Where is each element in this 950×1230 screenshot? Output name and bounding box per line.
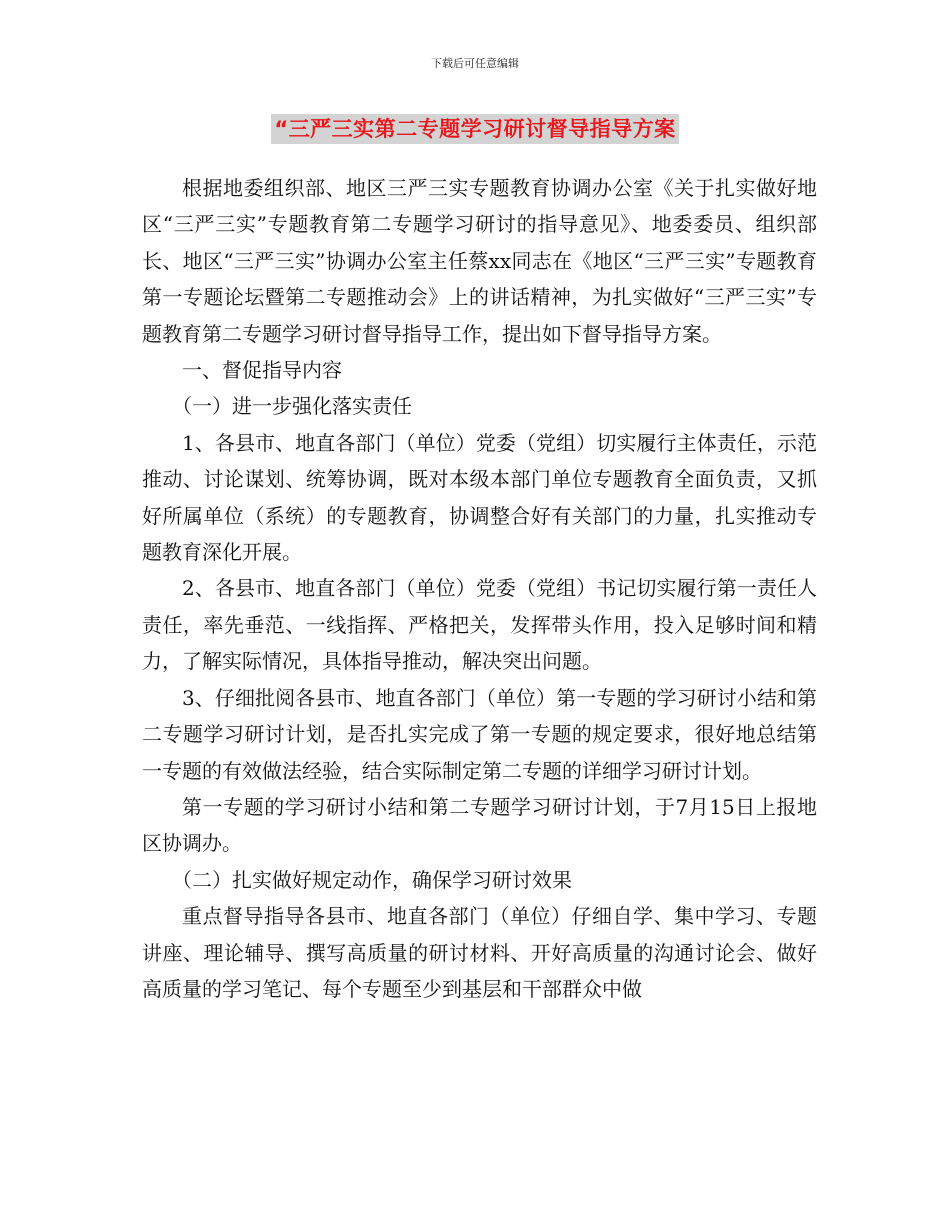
title-container (0, 114, 950, 144)
document-title: “三严三实第二专题学习研讨督导指导方案 (271, 114, 678, 144)
paragraph-item-1: 1、各县市、地直各部门（单位）党委（党组）切实履行主体责任，示范推动、讨论谋划、统筹协调，既对本级本部门单位专题教育全面负责，又抓好所属单位（系统）的专题教育，协调整合好有关部门的力量，扎实推动专题教育深化开展。 (142, 430, 817, 565)
paragraph-deadline: 第一专题的学习研讨小结和第二专题学习研讨计划，于7月15日上报地区协调办。 (142, 794, 817, 856)
section-heading-1: 一、督促指导内容 (182, 358, 342, 383)
paragraph-item-2: 2、各县市、地直各部门（单位）党委（党组）书记切实履行第一责任人责任，率先垂范、一线指挥、严格把关，发挥带头作用，投入足够时间和精力，了解实际情况，具体指导推动，解决突出问题。 (142, 576, 817, 674)
paragraph-key-supervision: 重点督导指导各县市、地直各部门（单位）仔细自学、集中学习、专题讲座、理论辅导、撰写高质量的研讨材料、开好高质量的沟通讨论会、做好高质量的学习笔记、每个专题至少到基层和干部群众中做 (142, 904, 817, 1001)
header-note: 下载后可任意编辑 (431, 57, 519, 70)
paragraph-item-3: 3、仔细批阅各县市、地直各部门（单位）第一专题的学习研讨小结和第二专题学习研讨计划，是否扎实完成了第一专题的规定要求，很好地总结第一专题的有效做法经验，结合实际制定第二专题的详细学习研讨计划。 (142, 685, 817, 783)
document-body (142, 170, 817, 1007)
subsection-heading-2: （二）扎实做好规定动作，确保学习研讨效果 (172, 867, 572, 892)
subsection-heading-1: （一）进一步强化落实责任 (172, 394, 412, 419)
paragraph-intro: 根据地委组织部、地区三严三实专题教育协调办公室《关于扎实做好地区“三严三实”专题教育第二专题学习研讨的指导意见》、地委委员、组织部长、地区“三严三实”协调办公室主任蔡xx同志在《地区“三严三实”专题教育第一专题论坛暨第二专题推动会》上的讲话精神，为扎实做好“三严三实”专题教育第二专题学习研讨督导指导工作，提出如下督导指导方案。 (142, 176, 817, 346)
